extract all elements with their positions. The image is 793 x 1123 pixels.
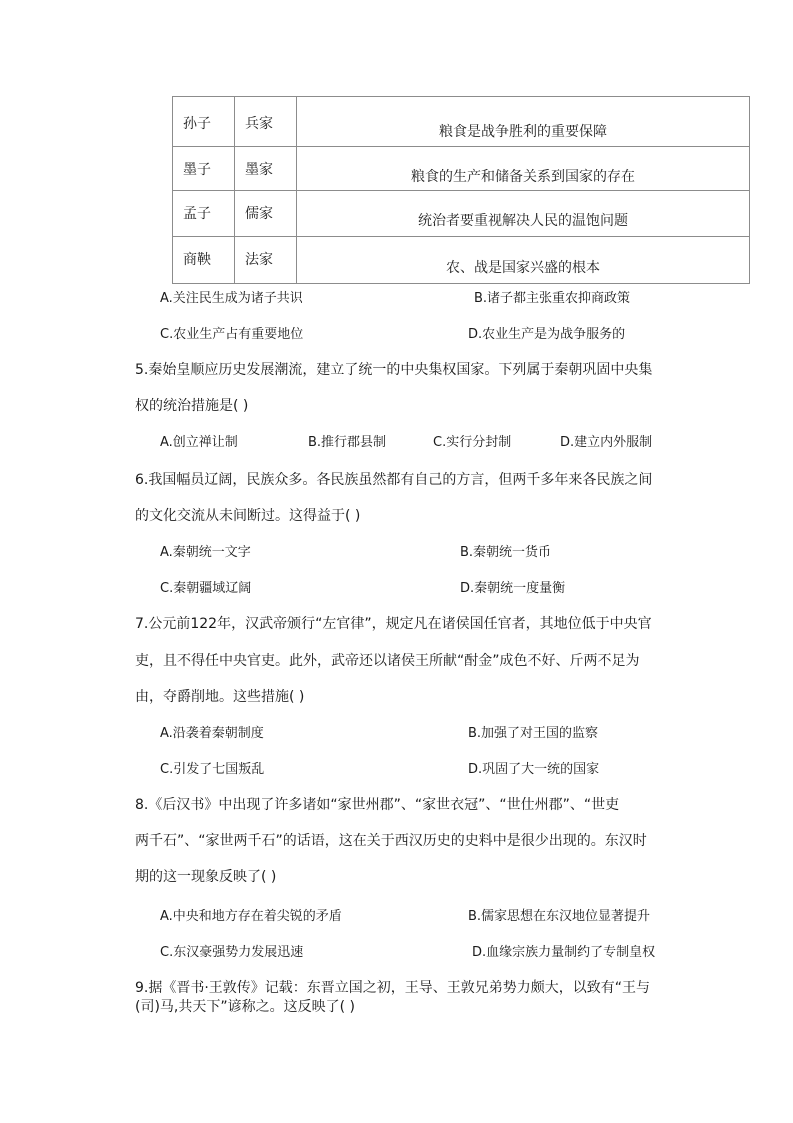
person-cell: 孟子	[173, 191, 235, 237]
q5-option-d: D.建立内外服制	[560, 435, 653, 450]
q8-option-b: B.儒家思想在东汉地位显著提升	[468, 909, 651, 924]
school-cell: 兵家	[235, 97, 297, 147]
q6-option-b: B.秦朝统一货币	[460, 545, 552, 560]
view-cell: 粮食是战争胜利的重要保障	[297, 97, 750, 147]
q5-stem-line1: 5.秦始皇顺应历史发展潮流，建立了统一的中央集权国家。下列属于秦朝巩固中央集	[135, 362, 653, 378]
thinkers-table	[172, 96, 750, 284]
view-cell: 统治者要重视解决人民的温饱问题	[297, 191, 750, 237]
q7-option-a: A.沿袭着秦朝制度	[160, 726, 264, 741]
q7-option-b: B.加强了对王国的监察	[468, 726, 599, 741]
q6-option-c: C.秦朝疆域辽阔	[160, 581, 252, 596]
table-row	[173, 191, 750, 237]
q7-stem-line1: 7.公元前122年，汉武帝颁行“左官律”，规定凡在诸侯国任官者，其地位低于中央官	[135, 616, 652, 632]
person-cell: 孙子	[173, 97, 235, 147]
q5-option-c: C.实行分封制	[433, 435, 512, 450]
q6-option-d: D.秦朝统一度量衡	[460, 581, 566, 596]
q8-stem-line1: 8.《后汉书》中出现了许多诸如“家世州郡”、“家世衣冠”、“世仕州郡”、“世吏	[135, 797, 620, 813]
school-cell: 儒家	[235, 191, 297, 237]
table-row	[173, 147, 750, 191]
q6-stem-line2: 的文化交流从未间断过。这得益于( )	[135, 508, 361, 524]
q8-option-a: A.中央和地方存在着尖锐的矛盾	[160, 909, 342, 924]
q7-stem-line2: 吏，且不得任中央官吏。此外，武帝还以诸侯王所献“酎金”成色不好、斤两不足为	[135, 653, 640, 669]
q8-option-d: D.血缘宗族力量制约了专制皇权	[472, 945, 656, 960]
q6-stem-line1: 6.我国幅员辽阔，民族众多。各民族虽然都有自己的方言，但两千多年来各民族之间	[135, 472, 653, 488]
table-row	[173, 237, 750, 284]
q7-option-d: D.巩固了大一统的国家	[468, 762, 600, 777]
q4-option-b: B.诸子都主张重农抑商政策	[474, 291, 631, 306]
q7-option-c: C.引发了七国叛乱	[160, 762, 265, 777]
q8-stem-line3: 期的这一现象反映了( )	[135, 869, 277, 885]
q9-stem-line1: 9.据《晋书·王敦传》记载：东晋立国之初，王导、王敦兄弟势力颇大，以致有“王与	[135, 980, 651, 996]
q4-option-c: C.农业生产占有重要地位	[160, 327, 304, 342]
view-cell: 农、战是国家兴盛的根本	[297, 237, 750, 284]
person-cell: 商鞅	[173, 237, 235, 284]
q8-option-c: C.东汉豪强势力发展迅速	[160, 945, 304, 960]
q5-option-a: A.创立禅让制	[160, 435, 238, 450]
q5-option-b: B.推行郡县制	[308, 435, 387, 450]
q8-stem-line2: 两千石”、“家世两千石”的话语，这在关于西汉历史的史料中是很少出现的。东汉时	[135, 833, 647, 849]
q7-stem-line3: 由，夺爵削地。这些措施( )	[135, 689, 305, 705]
person-cell: 墨子	[173, 147, 235, 191]
school-cell: 墨家	[235, 147, 297, 191]
q4-option-d: D.农业生产是为战争服务的	[468, 327, 626, 342]
q4-option-a: A.关注民生成为诸子共识	[160, 291, 303, 306]
q5-stem-line2: 权的统治措施是( )	[135, 398, 249, 414]
q9-stem-line2: (司)马,共天下”谚称之。这反映了( )	[135, 999, 356, 1015]
view-cell: 粮食的生产和储备关系到国家的存在	[297, 147, 750, 191]
school-cell: 法家	[235, 237, 297, 284]
q6-option-a: A.秦朝统一文字	[160, 545, 251, 560]
table-row	[173, 97, 750, 147]
